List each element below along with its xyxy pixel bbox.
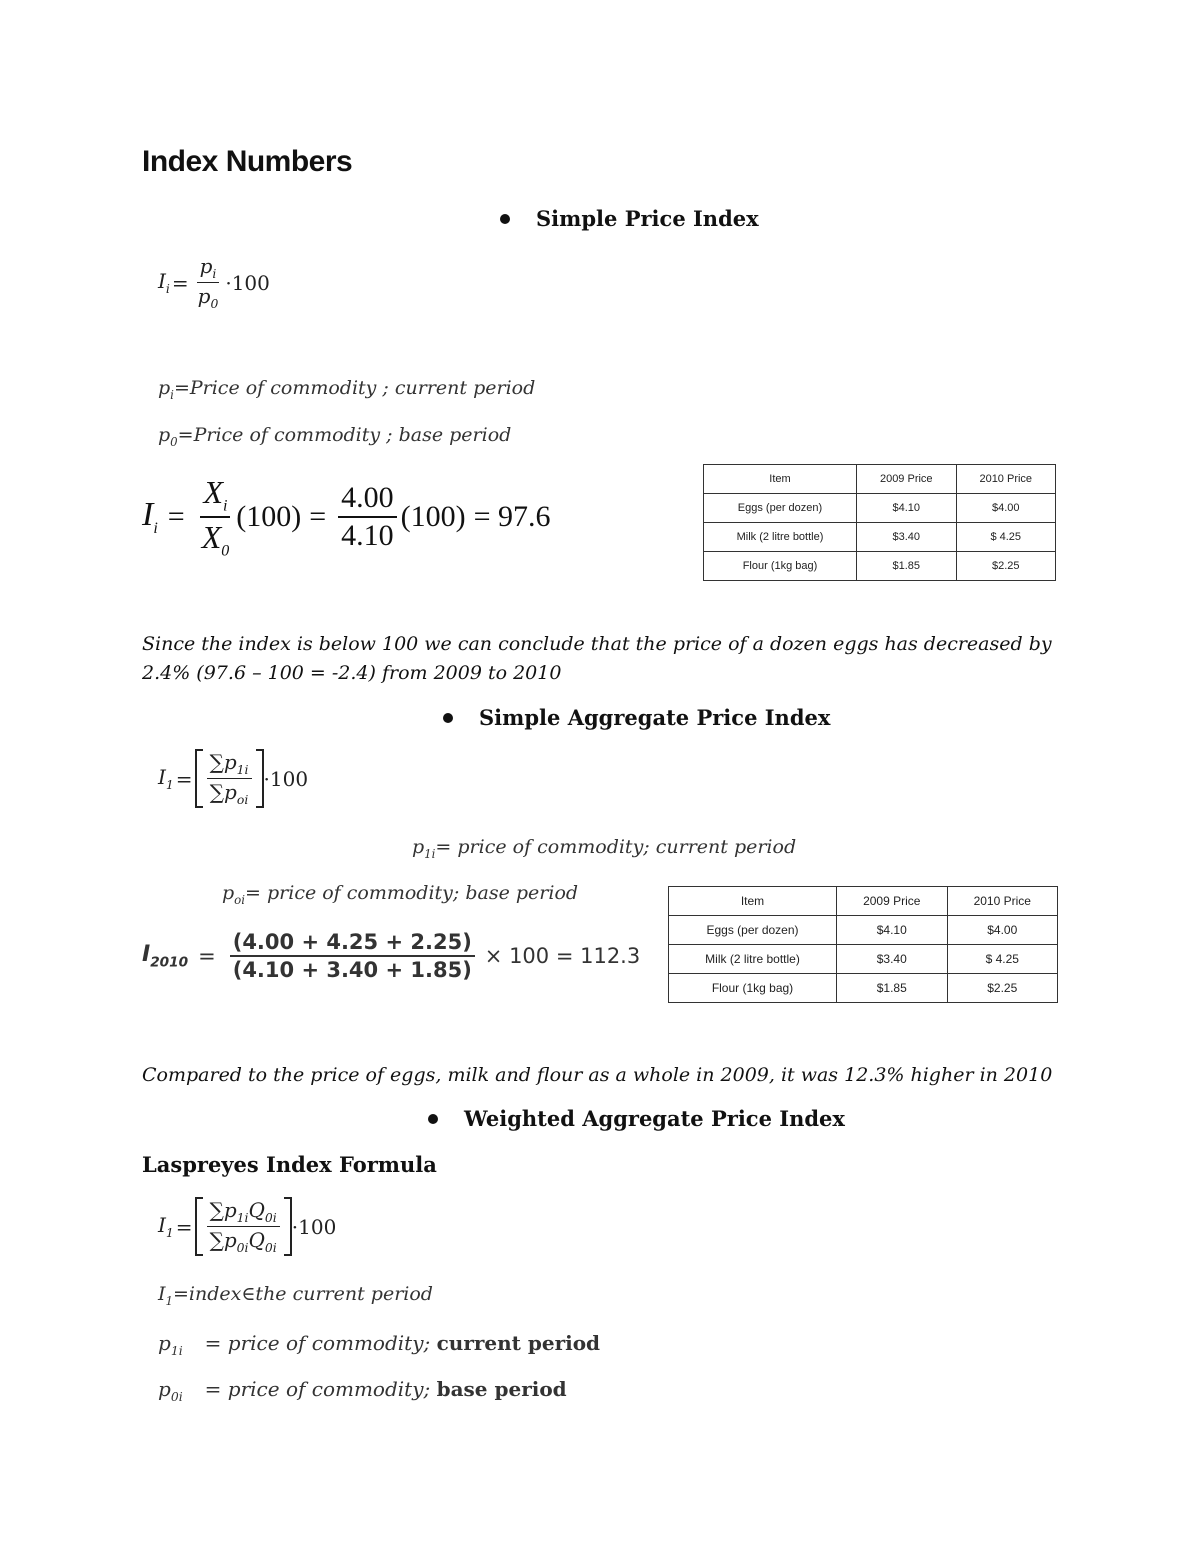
table-header-cell: Item: [669, 887, 837, 916]
example-result: × 100 = 112.3: [484, 944, 641, 968]
formula-bracket: $\frac{\sum p_{1i}Q_{0i}}{\sum p_{0i}Q_{0i}}$: [195, 1198, 292, 1255]
table-cell: $1.85: [857, 552, 957, 581]
bullet-icon: [428, 1114, 438, 1124]
simple-aggregate-formula: $I_1$ = $\frac{\sum p_{1i}}{\sum p_{oi}}$ ·100: [158, 750, 309, 807]
table-row: [669, 974, 1058, 1003]
example-factor-2: (100): [400, 500, 466, 534]
page-title: Index Numbers: [142, 145, 353, 178]
table-row: [704, 552, 1056, 581]
definition-base-price: $p_0=Price$ of commodity ; base period: [158, 424, 512, 449]
example-values: $\frac{4.00}{4.10}$: [338, 481, 397, 553]
section-heading-label: Weighted Aggregate Price Index: [464, 1106, 845, 1131]
bullet-icon: [443, 713, 453, 723]
table-cell: $3.40: [857, 523, 957, 552]
table-cell: $4.00: [956, 494, 1056, 523]
example-lhs: $I_i$: [142, 496, 158, 538]
table-cell: $2.25: [947, 974, 1058, 1003]
section-heading-label: Simple Price Index: [536, 206, 759, 231]
section-heading-weighted-aggregate: [428, 1106, 845, 1131]
table-cell: Flour (1kg bag): [669, 974, 837, 1003]
table-cell: Eggs (per dozen): [704, 494, 857, 523]
section-heading-simple-aggregate: [443, 705, 830, 730]
table-header-cell: 2009 Price: [837, 887, 948, 916]
formula-multiplier: ·100: [291, 1214, 337, 1239]
table-header-cell: 2009 Price: [857, 465, 957, 494]
example-lhs: $I_{2010}$: [142, 941, 189, 971]
formula-lhs: $I_1$: [158, 765, 174, 792]
laspeyres-formula: $I_1$ = $\frac{\sum p_{1i}Q_{0i}}{\sum p_{0i}Q_{0i}}$ ·100: [158, 1198, 337, 1255]
formula-lhs: $I_1$: [158, 1213, 174, 1240]
bullet-icon: [500, 214, 510, 224]
definition-current-price-weighted: $p_{1i}$ = price of commodity; current period: [158, 1331, 601, 1358]
table-cell: Milk (2 litre bottle): [669, 945, 837, 974]
price-table-1: [703, 464, 1056, 581]
table-cell: $ 4.25: [947, 945, 1058, 974]
aggregate-example: $I_{2010}$ = $\frac{(4.00 + 4.25 + 2.25)}{(4.10 + 3.40 + 1.85)}$ × 100 = 112.3: [142, 930, 641, 982]
formula-fraction: $\frac{p_i}{p_0}$: [197, 254, 219, 311]
example-result: = 97.6: [473, 500, 551, 534]
table-cell: $1.85: [837, 974, 948, 1003]
price-table-2: [668, 886, 1058, 1003]
table-cell: $2.25: [956, 552, 1056, 581]
table-header-row: [669, 887, 1058, 916]
example-factor: (100): [236, 500, 302, 534]
simple-price-index-formula: $I_i$ = $\frac{p_i}{p_0}$ ·100: [158, 254, 270, 311]
simple-price-index-example: $I_i$ = $\frac{X_i}{X_0}$ (100) = $\frac{4.00}{4.10}$ (100) = 97.6: [142, 474, 551, 560]
definition-base-price-weighted: $p_{0i}$ = price of commodity; base period: [158, 1377, 567, 1404]
formula-bracket: $\frac{\sum p_{1i}}{\sum p_{oi}}$: [195, 750, 264, 807]
table-header-cell: Item: [704, 465, 857, 494]
table-row: [704, 523, 1056, 552]
table-cell: Eggs (per dozen): [669, 916, 837, 945]
definition-index: $I_1=index\in the$ current period: [158, 1283, 433, 1308]
table-cell: Milk (2 litre bottle): [704, 523, 857, 552]
simple-price-index-conclusion: Since the index is below 100 we can conclude that the price of a dozen eggs has decreased by 2.4% (97.6 – 100 = -2.4) from 2009 to 2010: [142, 633, 1052, 684]
definition-base-price-aggregate: $p_{oi}=$ price of commodity; base period: [222, 882, 579, 907]
formula-multiplier: ·100: [263, 766, 309, 791]
table-cell: $ 4.25: [956, 523, 1056, 552]
example-values: $\frac{(4.00 + 4.25 + 2.25)}{(4.10 + 3.40 + 1.85)}$: [230, 930, 475, 982]
table-cell: $3.40: [837, 945, 948, 974]
formula-multiplier: ·100: [225, 270, 270, 295]
table-cell: $4.10: [837, 916, 948, 945]
table-row: [704, 494, 1056, 523]
table-cell: $4.00: [947, 916, 1058, 945]
table-row: [669, 916, 1058, 945]
formula-lhs: $I_i$: [158, 269, 170, 296]
table-cell: $4.10: [857, 494, 957, 523]
table-header-cell: 2010 Price: [956, 465, 1056, 494]
section-heading-simple-price-index: [500, 206, 759, 231]
table-header-row: [704, 465, 1056, 494]
table-row: [669, 945, 1058, 974]
table-cell: Flour (1kg bag): [704, 552, 857, 581]
example-ratio: $\frac{X_i}{X_0}$: [201, 474, 230, 560]
definition-current-price: $p_i=Price$ of commodity ; current period: [158, 377, 536, 402]
section-heading-label: Simple Aggregate Price Index: [479, 705, 831, 730]
table-header-cell: 2010 Price: [947, 887, 1058, 916]
definition-current-price-aggregate: $p_{1i}=$ price of commodity; current period: [412, 836, 797, 861]
aggregate-conclusion: Compared to the price of eggs, milk and flour as a whole in 2009, it was 12.3% higher in 2010: [142, 1064, 1053, 1086]
laspeyres-subheading: Laspreyes Index Formula: [142, 1152, 437, 1177]
